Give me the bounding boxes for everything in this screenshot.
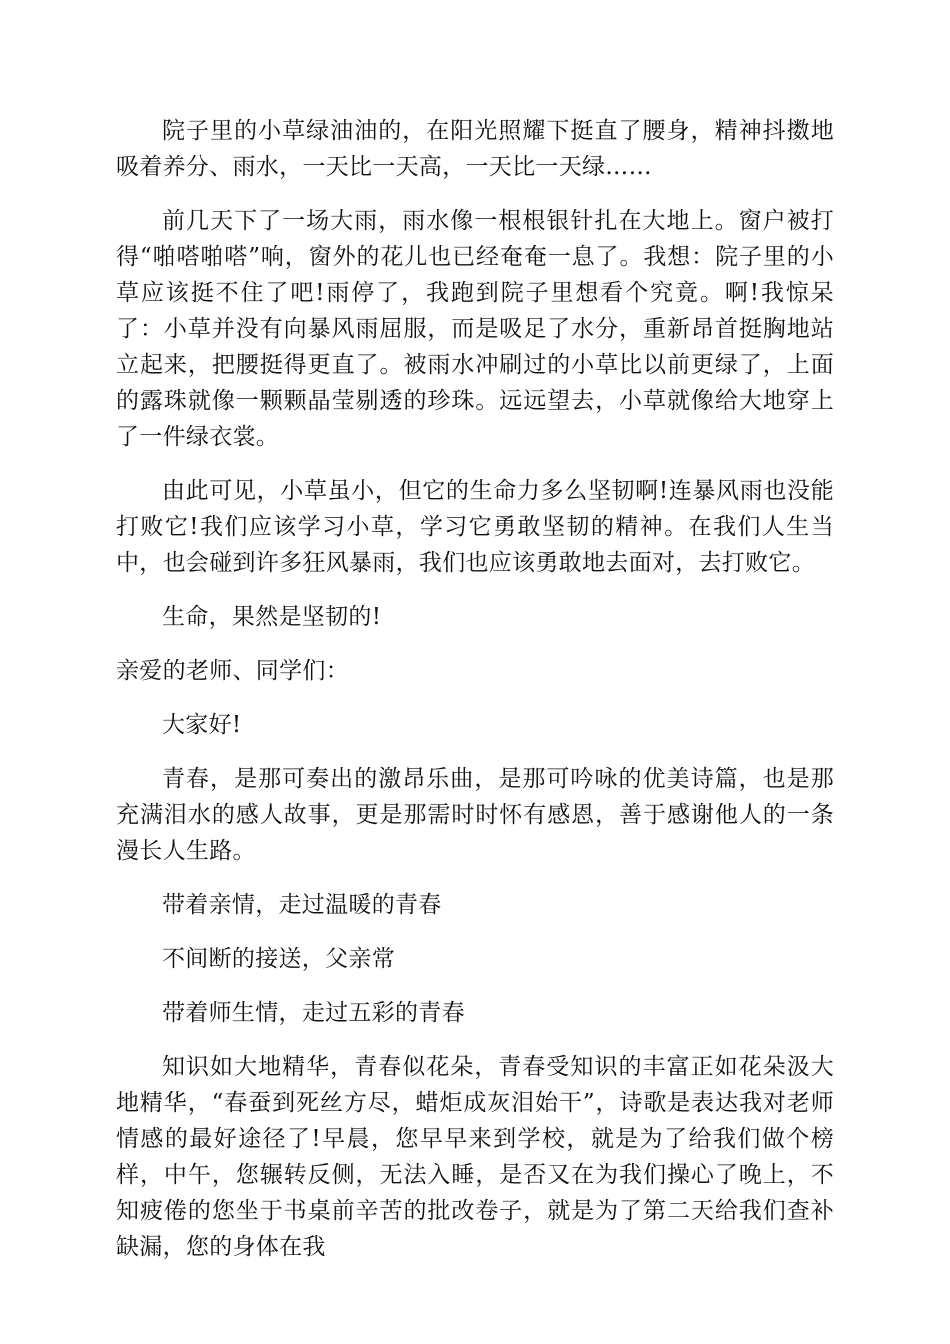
paragraph: 青春，是那可奏出的激昂乐曲，是那可吟咏的优美诗篇，也是那充满泪水的感人故事，更是那需时时怀有感恩，善于感谢他人的一条漫长人生路。 [116, 766, 834, 864]
paragraph: 不间断的接送，父亲常 [162, 946, 395, 972]
section-heading: 带着亲情，走过温暖的青春 [162, 892, 442, 918]
salutation: 亲爱的老师、同学们： [116, 658, 349, 684]
greeting: 大家好! [162, 712, 242, 738]
paragraph: 生命，果然是坚韧的! [162, 604, 382, 630]
document-page [116, 113, 834, 1283]
paragraph: 前几天下了一场大雨，雨水像一根根银针扎在大地上。窗户被打得“啪嗒啪嗒”响，窗外的花儿也已经奄奄一息了。我想：院子里的小草应该挺不住了吧!雨停了，我跑到院子里想看个究竟。啊!我惊呆了：小草并没有向暴风雨屈服，而是吸足了水分，重新昂首挺胸地站立起来，把腰挺得更直了。被雨水冲刷过的小草比以前更绿了，上面的露珠就像一颗颗晶莹剔透的珍珠。远远望去，小草就像给大地穿上了一件绿衣裳。 [116, 208, 834, 450]
paragraph: 由此可见，小草虽小，但它的生命力多么坚韧啊!连暴风雨也没能打败它!我们应该学习小草，学习它勇敢坚韧的精神。在我们人生当中，也会碰到许多狂风暴雨，我们也应该勇敢地去面对，去打败它。 [116, 478, 834, 576]
section-heading: 带着师生情，走过五彩的青春 [162, 1000, 465, 1026]
paragraph: 院子里的小草绿油油的，在阳光照耀下挺直了腰身，精神抖擞地吸着养分、雨水，一天比一天高，一天比一天绿…… [116, 118, 834, 180]
paragraph: 知识如大地精华，青春似花朵，青春受知识的丰富正如花朵汲大地精华，“春蚕到死丝方尽，蜡炬成灰泪始干”，诗歌是表达我对老师情感的最好途径了!早晨，您早早来到学校，就是为了给我们做个榜样，中午，您辗转反侧，无法入睡，是否又在为我们操心了晚上，不知疲倦的您坐于书桌前辛苦的批改卷子，就是为了第二天给我们查补缺漏，您的身体在我 [116, 1054, 834, 1260]
